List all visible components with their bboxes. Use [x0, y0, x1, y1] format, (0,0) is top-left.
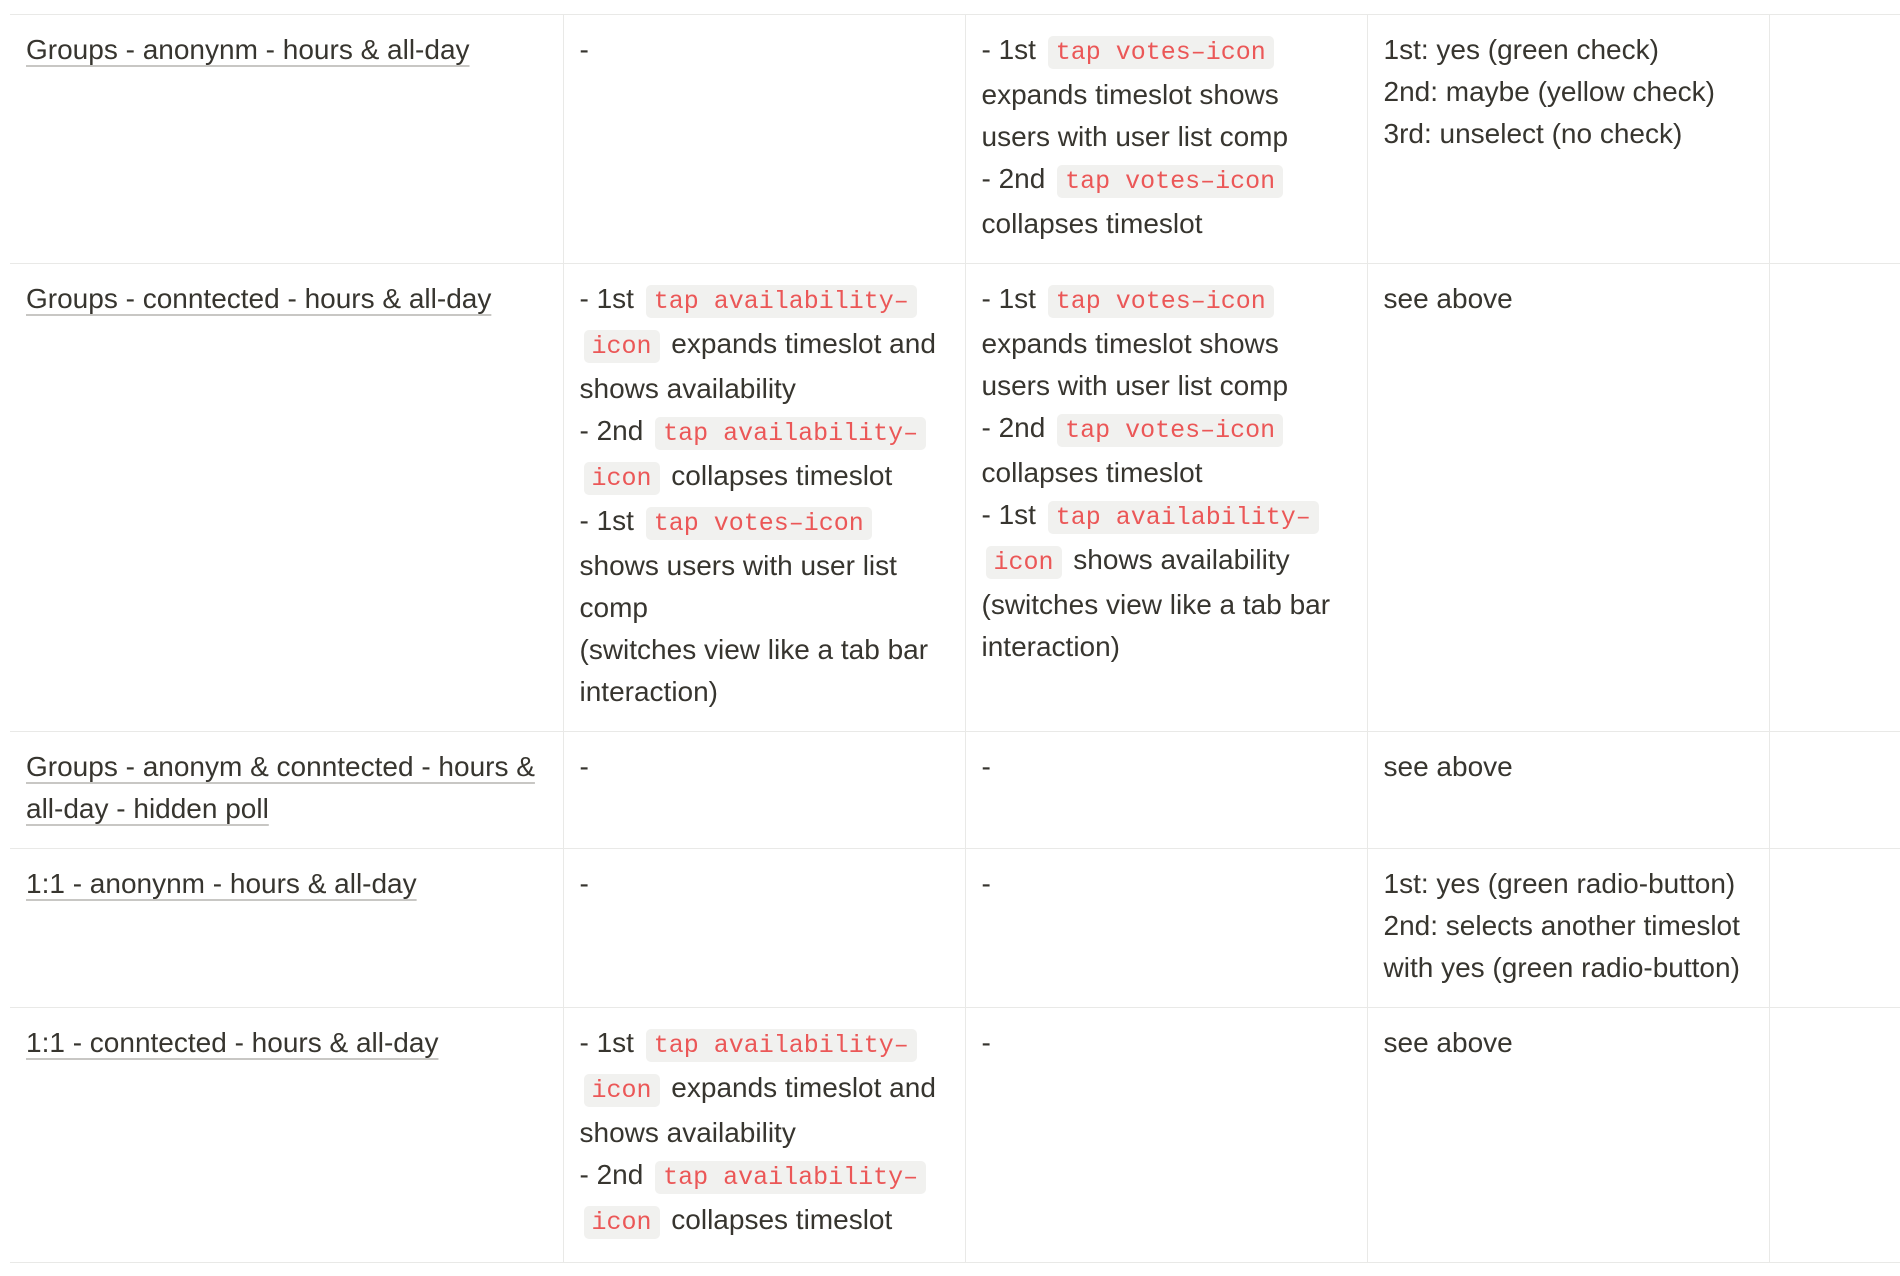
- table-cell-col-2[interactable]: [563, 264, 965, 732]
- cell-text: -: [579, 751, 589, 782]
- cell-text: -: [579, 868, 589, 899]
- cell-text: - 2nd: [579, 1159, 652, 1190]
- table-cell-col-2[interactable]: [563, 732, 965, 849]
- cell-line: [580, 500, 949, 629]
- table-cell-col-3[interactable]: [965, 732, 1367, 849]
- table-cell-col-3[interactable]: [965, 849, 1367, 1008]
- inline-code: tap votes–icon: [1048, 36, 1274, 69]
- cell-text: expands timeslot and shows availability: [579, 1072, 936, 1148]
- inline-code: tap availability–icon: [584, 1161, 927, 1239]
- table-cell-col-2[interactable]: [563, 1008, 965, 1263]
- cell-text: -: [579, 34, 589, 65]
- table-cell-col-3[interactable]: [965, 1008, 1367, 1263]
- cell-line: [1384, 278, 1753, 320]
- table-cell-col-4[interactable]: [1367, 15, 1769, 264]
- cell-line: [580, 1022, 949, 1154]
- inline-code: tap availability–icon: [986, 501, 1319, 579]
- empty-cell[interactable]: [1769, 1008, 1900, 1263]
- cell-text: -: [981, 751, 991, 782]
- cell-line: [580, 1154, 949, 1244]
- cell-line: [1384, 905, 1753, 989]
- cell-text: shows availability: [1065, 544, 1290, 575]
- cell-line: [982, 1022, 1351, 1064]
- cell-text: shows users with user list comp: [579, 550, 897, 623]
- table-row: [10, 849, 1900, 1008]
- cell-line: [1384, 113, 1753, 155]
- notion-table-wrapper: [10, 14, 1900, 1263]
- row-title-link[interactable]: Groups - anonym & conntected - hours & all-day - hidden poll: [26, 751, 535, 824]
- empty-cell[interactable]: [1769, 849, 1900, 1008]
- table-cell-col-4[interactable]: [1367, 264, 1769, 732]
- cell-text: see above: [1383, 751, 1513, 782]
- cell-line: [580, 629, 949, 713]
- cell-line: [1384, 71, 1753, 113]
- row-title-cell[interactable]: [10, 732, 563, 849]
- inline-code: tap votes–icon: [1057, 414, 1283, 447]
- row-title-cell[interactable]: [10, 264, 563, 732]
- row-title-link[interactable]: Groups - anonynm - hours & all-day: [26, 34, 470, 65]
- table-cell-col-3[interactable]: [965, 264, 1367, 732]
- row-title-cell[interactable]: [10, 849, 563, 1008]
- cell-text: expands timeslot and shows availability: [579, 328, 936, 404]
- cell-text: 1st: yes (green radio-button): [1383, 868, 1736, 899]
- row-title-link[interactable]: 1:1 - anonynm - hours & all-day: [26, 868, 417, 899]
- table-cell-col-2[interactable]: [563, 849, 965, 1008]
- cell-text: -: [981, 868, 991, 899]
- cell-line: [982, 746, 1351, 788]
- table-cell-col-2[interactable]: [563, 15, 965, 264]
- cell-text: collapses timeslot: [663, 1204, 893, 1235]
- table-row: [10, 732, 1900, 849]
- table-cell-col-4[interactable]: [1367, 732, 1769, 849]
- row-title-cell[interactable]: [10, 15, 563, 264]
- cell-line: [580, 863, 949, 905]
- empty-cell[interactable]: [1769, 15, 1900, 264]
- cell-line: [982, 494, 1351, 584]
- cell-text: - 1st: [981, 283, 1044, 314]
- table-row: [10, 15, 1900, 264]
- inline-code: tap availability–icon: [584, 285, 917, 363]
- cell-text: 2nd: maybe (yellow check): [1383, 76, 1715, 107]
- table-cell-col-3[interactable]: [965, 15, 1367, 264]
- inline-code: tap votes–icon: [1048, 285, 1274, 318]
- cell-text: 2nd: selects another timeslot with yes (green radio-button): [1383, 910, 1740, 983]
- cell-text: collapses timeslot: [981, 208, 1203, 239]
- cell-text: 1st: yes (green check): [1383, 34, 1659, 65]
- cell-line: [580, 746, 949, 788]
- cell-line: [1384, 746, 1753, 788]
- cell-text: -: [981, 1027, 991, 1058]
- table-row: [10, 1008, 1900, 1263]
- inline-code: tap availability–icon: [584, 1029, 917, 1107]
- inline-code: tap availability–icon: [584, 417, 927, 495]
- row-title-link[interactable]: Groups - conntected - hours & all-day: [26, 283, 492, 314]
- table-body: [10, 15, 1900, 1263]
- cell-line: [580, 410, 949, 500]
- cell-text: expands timeslot shows users with user list comp: [981, 79, 1289, 152]
- cell-line: [1384, 863, 1753, 905]
- cell-text: collapses timeslot: [981, 457, 1203, 488]
- table-cell-col-4[interactable]: [1367, 849, 1769, 1008]
- cell-line: [982, 158, 1351, 245]
- cell-text: - 1st: [981, 499, 1044, 530]
- cell-line: [982, 863, 1351, 905]
- cell-line: [982, 584, 1351, 668]
- cell-text: - 2nd: [981, 163, 1054, 194]
- cell-text: expands timeslot shows users with user list comp: [981, 328, 1289, 401]
- cell-line: [1384, 29, 1753, 71]
- empty-cell[interactable]: [1769, 264, 1900, 732]
- cell-text: - 1st: [579, 283, 642, 314]
- cell-line: [982, 29, 1351, 158]
- cell-text: see above: [1383, 283, 1513, 314]
- row-title-link[interactable]: 1:1 - conntected - hours & all-day: [26, 1027, 439, 1058]
- cell-text: - 2nd: [579, 415, 652, 446]
- cell-line: [1384, 1022, 1753, 1064]
- cell-line: [982, 278, 1351, 407]
- cell-text: - 1st: [981, 34, 1044, 65]
- cell-text: (switches view like a tab bar interaction): [579, 634, 929, 707]
- inline-code: tap votes–icon: [646, 507, 872, 540]
- cell-text: (switches view like a tab bar interaction): [981, 589, 1331, 662]
- interaction-spec-table: [10, 14, 1900, 1263]
- cell-text: collapses timeslot: [663, 460, 893, 491]
- empty-cell[interactable]: [1769, 732, 1900, 849]
- cell-line: [580, 29, 949, 71]
- row-title-cell[interactable]: [10, 1008, 563, 1263]
- table-cell-col-4[interactable]: [1367, 1008, 1769, 1263]
- cell-text: 3rd: unselect (no check): [1383, 118, 1683, 149]
- cell-text: - 1st: [579, 505, 642, 536]
- cell-text: - 2nd: [981, 412, 1054, 443]
- cell-line: [982, 407, 1351, 494]
- inline-code: tap votes–icon: [1057, 165, 1283, 198]
- cell-text: see above: [1383, 1027, 1513, 1058]
- cell-text: - 1st: [579, 1027, 642, 1058]
- cell-line: [580, 278, 949, 410]
- table-row: [10, 264, 1900, 732]
